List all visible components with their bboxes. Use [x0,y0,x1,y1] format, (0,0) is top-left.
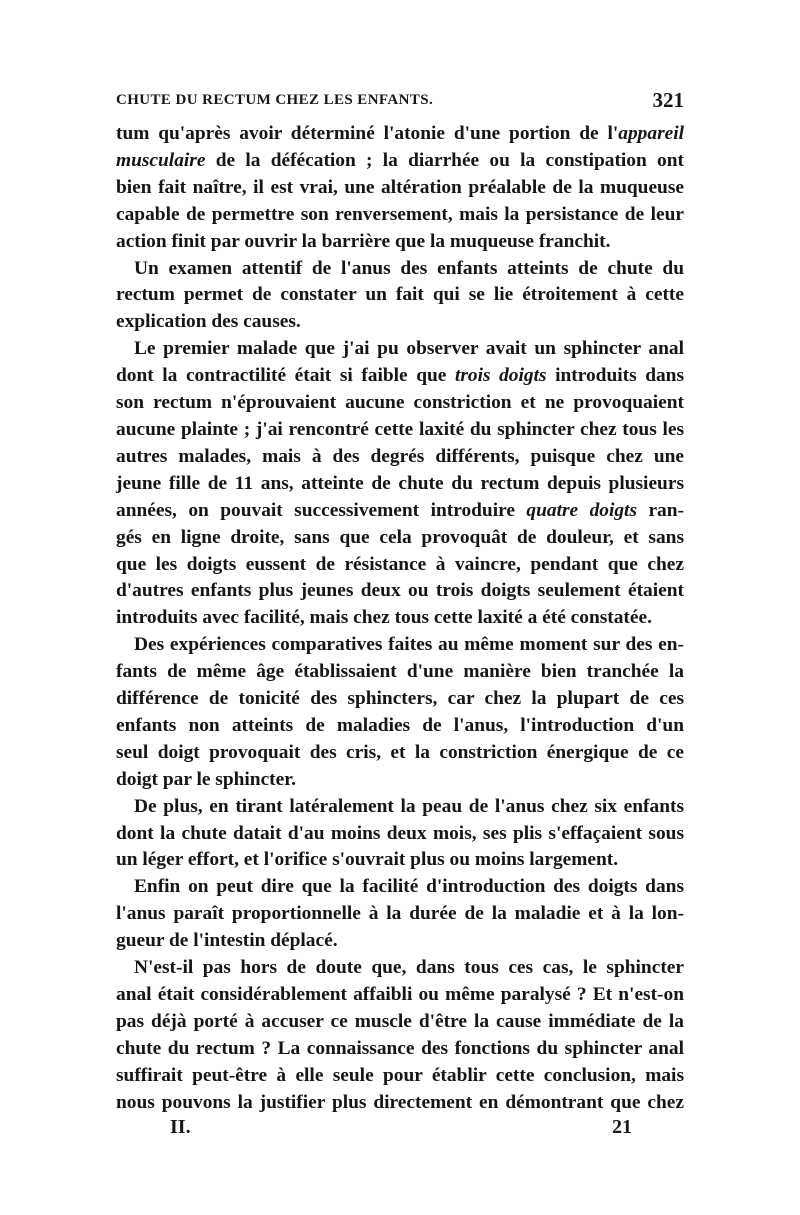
text-line: explication des causes. [116,311,301,333]
signature-mark: II. [170,1116,191,1138]
page-number: 321 [652,88,684,112]
signature-number: 21 [612,1116,632,1138]
text-line: suffirait peut-être à elle seule pour établir cette conclusion, mais [116,1064,684,1086]
paragraph [116,874,684,955]
text-line: Un examen attentif de l'anus des enfants atteints de chute du [134,257,684,279]
text-line: N'est-il pas hors de doute que, dans tous ces cas, le sphincter [134,957,684,979]
text-line: De plus, en tirant latéralement la peau de l'anus chez six enfants [134,795,684,817]
page-header [0,88,684,122]
text-line: rectum permet de constater un fait qui se lie étroitement à cette [116,284,684,306]
text-line: tum qu'après avoir déterminé l'atonie d'une portion de l'appareil [116,123,684,144]
running-title: CHUTE DU RECTUM CHEZ LES ENFANTS. [116,92,434,108]
text-line: différence de tonicité des sphincters, car chez la plupart de ces [116,688,684,710]
text-line: capable de permettre son renversement, mais la persistance de leur [116,203,684,225]
text-line: introduits avec facilité, mais chez tous cette laxité a été constatée. [116,607,652,629]
text-line: d'autres enfants plus jeunes deux ou trois doigts seulement étaient [116,580,684,602]
text-line: Des expériences comparatives faites au même moment sur des en- [134,634,684,656]
text-line: gés en ligne droite, sans que cela provoquât de douleur, et sans [116,526,684,548]
text-line: son rectum n'éprouvaient aucune constriction et ne provoquaient [116,392,684,414]
paragraph [116,256,684,337]
paragraph [116,955,684,1116]
text-line: gueur de l'intestin déplacé. [116,930,338,952]
text-line: dont la chute datait d'au moins deux mois, ses plis s'effaçaient sous [116,822,684,844]
text-line: l'anus paraît proportionnelle à la durée de la maladie et à la lon- [116,903,684,925]
text-line: années, on pouvait successivement introduire quatre doigts ran- [116,499,684,521]
text-line: fants de même âge établissaient d'une manière bien tranchée la [116,661,684,683]
paragraph [116,794,684,875]
text-line: dont la contractilité était si faible que trois doigts introduits dans [116,365,685,387]
paragraph [116,121,684,256]
text-line: un léger effort, et l'orifice s'ouvrait plus ou moins largement. [116,849,619,871]
text-line: seul doigt provoquait des cris, et la constriction énergique de ce [116,741,684,763]
text-line: jeune fille de 11 ans, atteinte de chute du rectum depuis plusieurs [116,472,684,494]
text-line: Le premier malade que j'ai pu observer avait un sphincter anal [134,338,684,360]
body-text [116,121,684,1117]
text-line: pas déjà porté à accuser ce muscle d'être la cause immédiate de la [116,1010,684,1032]
paragraph [116,632,684,793]
text-line: anal était considérablement affaibli ou même paralysé ? Et n'est-on [116,984,684,1005]
text-line: que les doigts eussent de résistance à vaincre, pendant que chez [116,553,684,575]
text-line: autres malades, mais à des degrés différents, puisque chez une [116,445,684,467]
text-line: Enfin on peut dire que la facilité d'introduction des doigts dans [134,876,684,898]
page-footer [116,1116,684,1146]
text-line: enfants non atteints de maladies de l'anus, l'introduction d'un [116,714,684,736]
text-line: chute du rectum ? La connaissance des fonctions du sphincter anal [116,1037,684,1059]
text-line: bien fait naître, il est vrai, une altération préalable de la muqueuse [116,176,684,198]
text-line: action finit par ouvrir la barrière que la muqueuse franchit. [116,230,611,252]
text-line: aucune plainte ; j'ai rencontré cette laxité du sphincter chez tous les [116,418,684,440]
text-line: doigt par le sphincter. [116,768,296,790]
text-line: nous pouvons la justifier plus directement en démontrant que chez [116,1091,684,1113]
paragraph [116,336,684,632]
text-line: musculaire de la défécation ; la diarrhée ou la constipation ont [116,149,684,171]
